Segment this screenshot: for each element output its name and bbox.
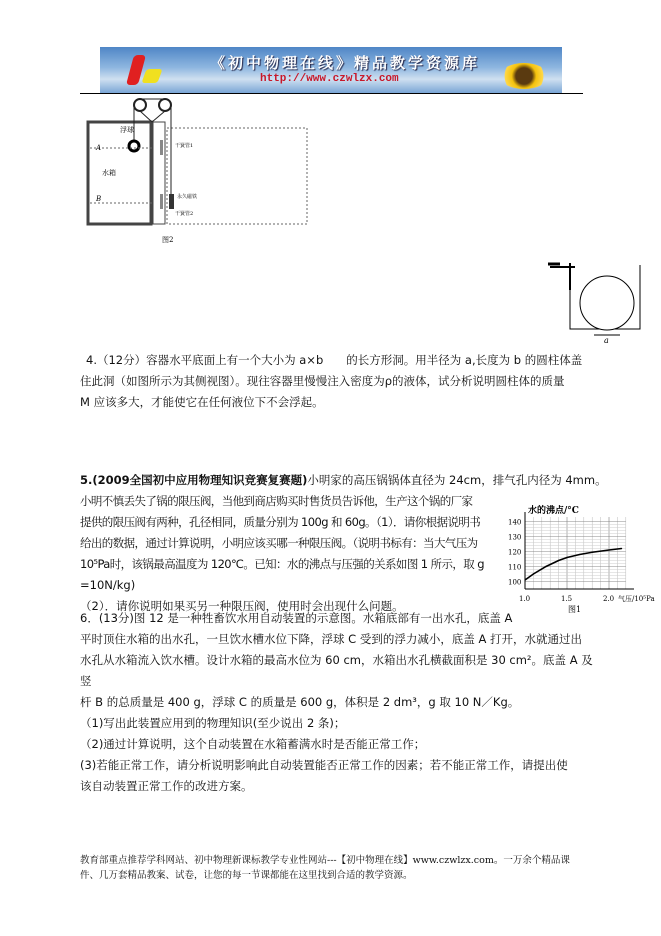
q6-line: 水孔从水箱流入饮水槽。设计水箱的最高水位为 60 cm，水箱出水孔横截面积是 30 cm²。底盖 A 及竖 <box>80 653 593 688</box>
q4-line: 4.（12分）容器水平底面上有一个大小为 a×b 的长方形洞。用半径为 a,长度为 b 的圆柱体盖 <box>86 353 583 367</box>
q5-line: 小明不慎丢失了锅的限压阀，当他到商店购买时售货员告诉他，生产这个锅的厂家 <box>80 494 473 508</box>
sunflower-icon <box>500 63 548 89</box>
question-4 <box>80 350 586 413</box>
q5-line: （2）．请你说明如果买另一种限压阀，使用时会出现什么问题。 <box>80 599 404 613</box>
logo-icon-accent <box>141 69 162 83</box>
boiling-point-chart <box>498 502 661 614</box>
q5-line: 小明家的高压锅锅体直径为 24cm，排气孔内径为 4mm。 <box>307 473 607 487</box>
label-float: 浮球 <box>120 126 134 134</box>
figure-2-caption: 图2 <box>162 236 174 244</box>
q6-line: (3)若能正常工作，请分析说明影响此自动装置能否正常工作的因素；若不能正常工作，请提出使 <box>80 758 568 772</box>
label-a-dimension: a <box>604 336 609 345</box>
y-tick-label: 120 <box>508 548 522 557</box>
q6-line: （2)通过计算说明，这个自动装置在水箱蓄满水时是否能正常工作； <box>80 737 426 751</box>
q6-line: 平时顶住水箱的出水孔，一旦饮水槽水位下降，浮球 C 受到的浮力减小，底盖 A 打开，水就通过出 <box>80 632 583 646</box>
label-reed1: 干簧管1 <box>175 143 194 149</box>
site-banner[interactable] <box>100 47 562 93</box>
label-b: B <box>96 195 102 203</box>
footer-line: 件、几万套精品教案、试卷，让您的每一节课都能在这里找到合适的教学资源。 <box>80 870 413 881</box>
q5-line: =10N/kg) <box>80 578 136 592</box>
label-a: A <box>96 144 102 152</box>
chart-grid <box>525 517 626 589</box>
q6-line: 该自动装置正常工作的改进方案。 <box>80 779 253 793</box>
banner-title: 《初中物理在线》精品教学资源库 <box>210 54 481 72</box>
q5-line: 提供的限压阀有两种，孔径相同，质量分别为 100g 和 60g。（1）．请你根据说明书 <box>80 515 481 529</box>
q4-line: 住此洞（如图所示为其侧视图）。现往容器里慢慢注入密度为ρ的液体，试分析说明圆柱体的质量 <box>80 374 565 388</box>
footer-line[interactable]: 教育部重点推荐学科网站、初中物理新课标教学专业性网站---【初中物理在线】www.czwlzx.com。一万余个精品课 <box>80 855 570 866</box>
label-tank: 水箱 <box>102 169 116 177</box>
question-6 <box>80 608 600 797</box>
q4-line: M 应该多大，才能使它在任何液位下不会浮起。 <box>80 395 324 409</box>
q5-heading: 5.(2009全国初中应用物理知识竞赛复赛题) <box>80 473 308 487</box>
y-tick-label: 140 <box>508 518 522 527</box>
y-tick-label: 100 <box>508 578 522 587</box>
chart-caption: 图1 <box>568 605 582 614</box>
header-rule <box>80 93 583 94</box>
q6-line: 杆 B 的总质量是 400 g，浮球 C 的质量是 600 g，体积是 2 dm³，g 取 10 N／Kg。 <box>80 695 520 709</box>
q5-line: 10⁵Pa时，该锅最高温度为 120℃。已知：水的沸点与压强的关系如图 1 所示，取 g <box>80 557 484 571</box>
label-magnet: 永久磁铁 <box>177 194 198 200</box>
cylinder-diagram <box>540 255 645 345</box>
figure-2-diagram <box>80 95 340 255</box>
q6-line: （1)写出此装置应用到的物理知识(至少说出 2 条)； <box>80 716 346 730</box>
q6-line: 6．(13分)图 12 是一种牲畜饮水用自动装置的示意图。水箱底部有一出水孔，底盖 A <box>80 611 513 625</box>
x-tick-label: 1.5 <box>561 595 573 603</box>
x-axis-label: 气压/10⁵Pa <box>618 595 655 603</box>
label-reed2: 干簧管2 <box>175 211 194 217</box>
footer <box>80 853 590 883</box>
banner-url[interactable]: http://www.czwlzx.com <box>260 73 399 85</box>
x-tick-label: 2.0 <box>603 595 615 603</box>
x-tick-label: 1.0 <box>519 595 531 603</box>
q5-line: 给出的数据，通过计算说明，小明应该买哪一种限压阀。（说明书标有：当大气压为 <box>80 536 478 550</box>
y-axis-label: 水的沸点/°C <box>528 506 579 516</box>
y-tick-label: 130 <box>508 533 522 542</box>
y-tick-label: 110 <box>508 563 522 572</box>
